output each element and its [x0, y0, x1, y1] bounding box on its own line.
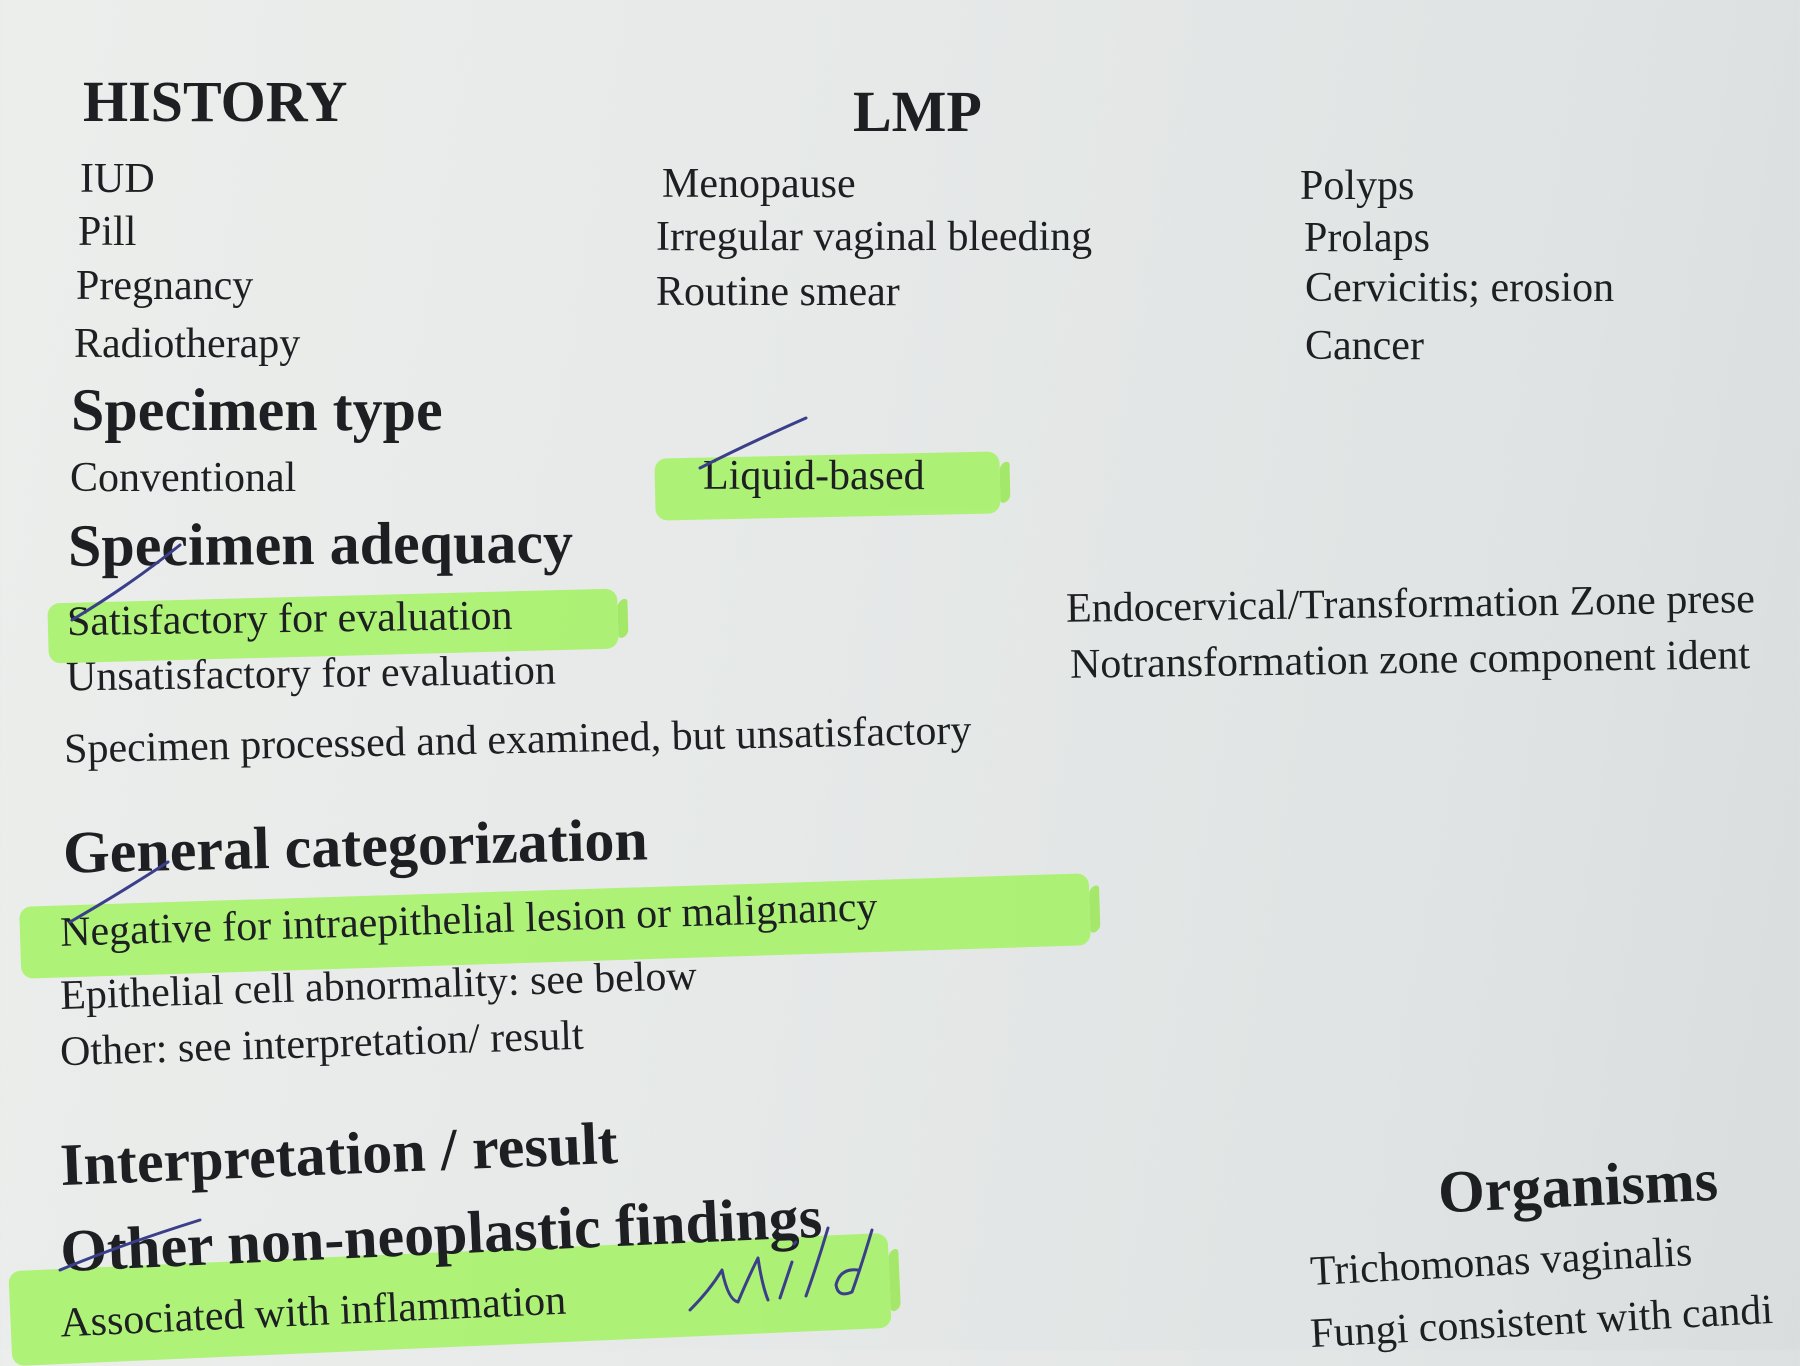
non-neoplastic-heading: Other non-neoplastic findings	[58, 1183, 824, 1285]
specimen-type-conventional: Conventional	[70, 455, 297, 501]
history-item-routine-smear: Routine smear	[656, 269, 900, 315]
adequacy-no-transformation-zone: Notransformation zone component ident	[1069, 632, 1751, 688]
category-epithelial-abnormality: Epithelial cell abnormality: see below	[59, 953, 698, 1019]
non-neoplastic-inflammation: Associated with inflammation	[59, 1277, 568, 1347]
organism-trichomonas: Trichomonas vaginalis	[1309, 1229, 1694, 1295]
history-item-polyps: Polyps	[1300, 163, 1415, 209]
history-item-pill: Pill	[78, 209, 137, 255]
specimen-type-heading: Specimen type	[71, 377, 443, 443]
history-item-cervicitis: Cervicitis; erosion	[1305, 265, 1615, 311]
history-item-iud: IUD	[80, 156, 155, 202]
organisms-heading: Organisms	[1436, 1146, 1720, 1226]
history-item-menopause: Menopause	[662, 161, 856, 207]
history-item-prolaps: Prolaps	[1304, 215, 1430, 261]
category-other: Other: see interpretation/ result	[59, 1012, 585, 1076]
history-heading: HISTORY	[83, 69, 348, 134]
specimen-adequacy-heading: Specimen adequacy	[67, 509, 574, 579]
adequacy-transformation-zone-present: Endocervical/Transformation Zone prese	[1065, 576, 1756, 632]
lmp-heading: LMP	[853, 79, 982, 144]
organism-fungi: Fungi consistent with candi	[1309, 1286, 1775, 1358]
interpretation-heading: Interpretation / result	[58, 1109, 619, 1199]
general-categorization-heading: General categorization	[62, 806, 649, 886]
adequacy-processed-note: Specimen processed and examined, but unsatisfactory	[63, 707, 972, 773]
history-item-irregular-bleeding: Irregular vaginal bleeding	[656, 214, 1093, 260]
category-negative: Negative for intraepithelial lesion or malignancy	[59, 884, 879, 956]
history-item-pregnancy: Pregnancy	[76, 263, 254, 309]
history-item-cancer: Cancer	[1305, 323, 1424, 369]
history-item-radiotherapy: Radiotherapy	[74, 321, 301, 367]
adequacy-satisfactory: Satisfactory for evaluation	[66, 592, 513, 646]
specimen-type-liquid-based: Liquid-based	[703, 453, 925, 499]
adequacy-unsatisfactory: Unsatisfactory for evaluation	[65, 647, 557, 701]
